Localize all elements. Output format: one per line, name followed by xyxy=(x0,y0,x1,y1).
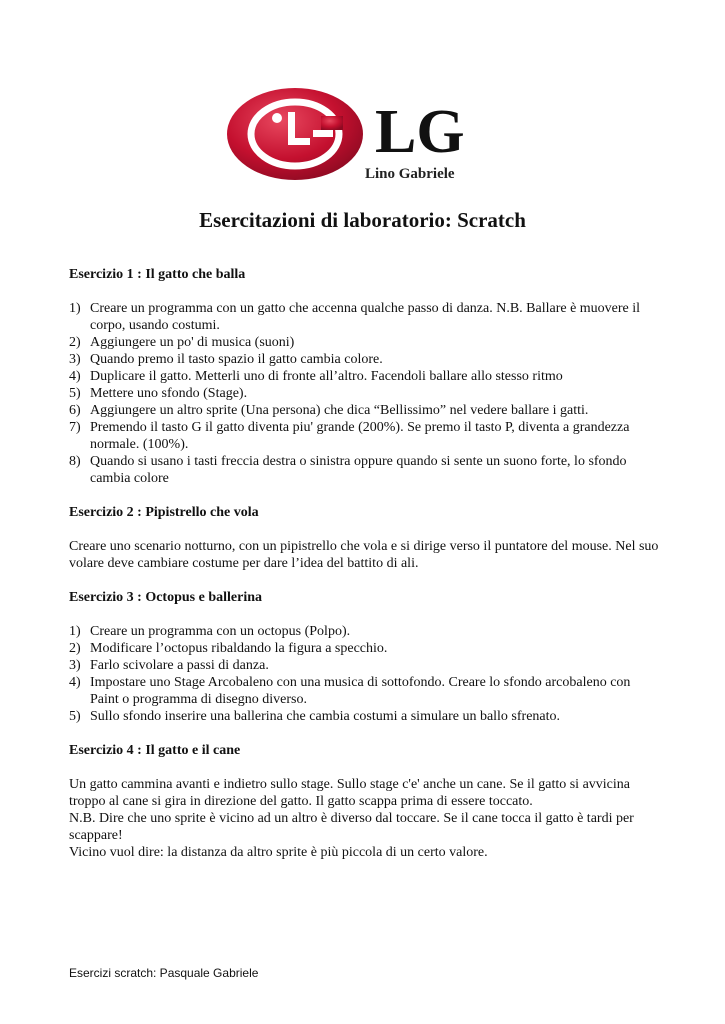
exercise-3-title: Esercizio 3 : Octopus e ballerina xyxy=(69,590,262,605)
lg-brand-text: LG xyxy=(375,98,465,166)
exercise-4-text-2: N.B. Dire che uno sprite è vicino ad un altro è diverso dal toccare. Se il cane tocca il gatto è tardi per scappare! xyxy=(69,811,634,843)
list-item: 6) Aggiungere un altro sprite (Una persona) che dica “Bellissimo” nel vedere ballare i gatti. xyxy=(69,403,589,418)
document-body xyxy=(69,266,659,861)
exercise-4-title: Esercizio 4 : Il gatto e il cane xyxy=(69,743,241,758)
exercise-2-title: Esercizio 2 : Pipistrello che vola xyxy=(69,505,259,520)
list-item: 4) Impostare uno Stage Arcobaleno con una musica di sottofondo. Creare lo sfondo arcobaleno con Paint o programma di disegno diverso. xyxy=(69,675,631,707)
page-footer: Esercizi scratch: Pasquale Gabriele xyxy=(69,966,259,980)
list-item: 2) Aggiungere un po' di musica (suoni) xyxy=(69,335,295,350)
exercise-2-text: Creare uno scenario notturno, con un pipistrello che vola e si dirige verso il puntatore del mouse. Nel suo volare deve cambiare costume per dare l’idea del battito di ali. xyxy=(69,539,659,571)
list-item: 5) Sullo sfondo inserire una ballerina che cambia costumi a simulare un ballo sfrenato. xyxy=(69,709,561,724)
list-item: 4) Duplicare il gatto. Metterli uno di fronte all’altro. Facendoli ballare allo stesso ritmo xyxy=(69,369,563,384)
exercise-3-list xyxy=(69,623,659,725)
list-item: 7) Premendo il tasto G il gatto diventa piu' grande (200%). Se premo il tasto P, diventa a grandezza normale. (100%). xyxy=(69,420,630,452)
exercise-1-title: Esercizio 1 : Il gatto che balla xyxy=(69,267,246,282)
logo-subtitle: Lino Gabriele xyxy=(365,166,455,182)
list-item: 2) Modificare l’octopus ribaldando la figura a specchio. xyxy=(69,641,388,656)
page-title: Esercitazioni di laboratorio: Scratch xyxy=(199,208,526,232)
list-item: 1) Creare un programma con un gatto che accenna qualche passo di danza. N.B. Ballare è muovere il corpo, usando costumi. xyxy=(69,301,641,333)
list-item: 5) Mettere uno sfondo (Stage). xyxy=(69,386,248,401)
list-item: 1) Creare un programma con un octopus (Polpo). xyxy=(69,624,351,639)
exercise-1-list xyxy=(69,300,659,487)
exercise-4-text-3: Vicino vuol dire: la distanza da altro sprite è più piccola di un certo valore. xyxy=(69,845,488,860)
list-item: 8) Quando si usano i tasti freccia destra o sinistra oppure quando si sente un suono forte, lo sfondo cambia colore xyxy=(69,454,627,486)
logo xyxy=(225,86,505,186)
list-item: 3) Quando premo il tasto spazio il gatto cambia colore. xyxy=(69,352,383,367)
list-item: 3) Farlo scivolare a passi di danza. xyxy=(69,658,269,673)
exercise-4-text-1: Un gatto cammina avanti e indietro sullo stage. Sullo stage c'e' anche un cane. Se il gatto si avvicina troppo al cane si gira in direzione del gatto. Il gatto scappa prima di essere toccato. xyxy=(69,777,630,809)
